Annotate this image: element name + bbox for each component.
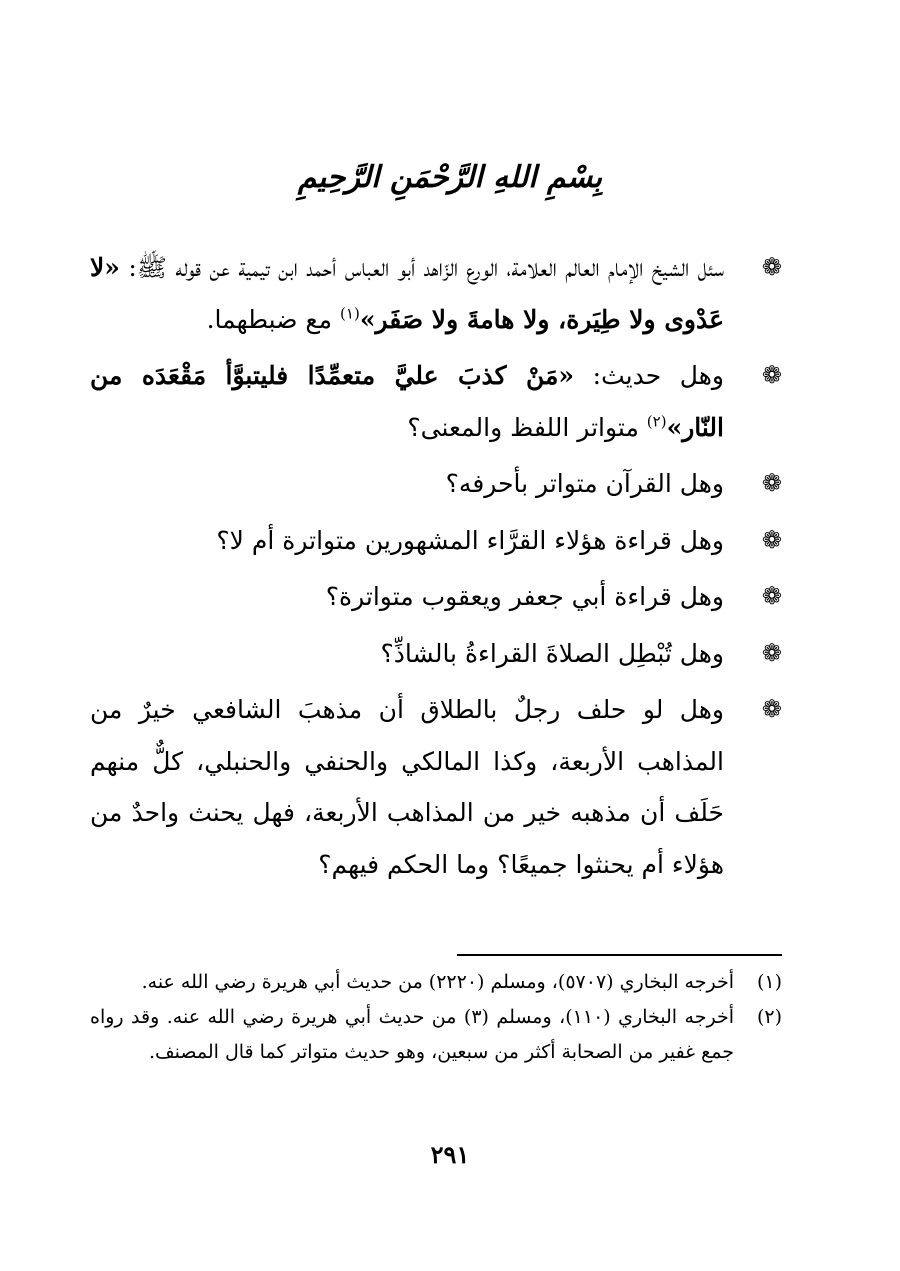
flower-bullet-icon: ❁ xyxy=(761,253,782,281)
question-text-end: متواتر اللفظ والمعنى؟ xyxy=(407,412,647,442)
question-text: وهل القرآن متواتر بأحرفه؟ xyxy=(445,469,724,498)
questions-list xyxy=(90,242,782,895)
question-text: وهل قراءة هؤلاء القرَّاء المشهورين متواترة أم لا؟ xyxy=(216,525,724,555)
footnote-ref[interactable]: (١) xyxy=(340,304,360,323)
question-text: وهل تُبْطِل الصلاةَ القراءةُ بالشاذِّ؟ xyxy=(380,638,724,668)
question-text: وهل لو حلف رجلٌ بالطلاق أن مذهبَ الشافعي خيرٌ من المذاهب الأربعة، وكذا المالكي والحنفي والحنبلي، كلٌّ منهم حَلَف أن مذهبه خير من المذاهب الأربعة، فهل يحنث واحدٌ من هؤلاء أم يحنثوا جميعًا؟ وما الحكم فيهم؟ xyxy=(90,695,724,879)
footnote-text: أخرجه البخاري (١١٠)، ومسلم (٣) من حديث أبي هريرة رضي الله عنه. وقد رواه جمع غفير من الصحابة أكثر من سبعين، وهو حديث متواتر كما قال المصنف. xyxy=(90,1006,734,1063)
footnote-item xyxy=(90,1000,782,1070)
question-item xyxy=(90,242,782,345)
flower-bullet-icon: ❁ xyxy=(761,525,782,554)
flower-bullet-icon: ❁ xyxy=(761,695,782,723)
hadith-quote: «مَنْ كذبَ عليَّ متعمِّدًا فليتبوَّأ مَقْعَدَه من النّار» xyxy=(90,361,724,442)
question-item xyxy=(90,571,782,623)
question-item xyxy=(90,684,782,890)
footnote-text: أخرجه البخاري (٥٧٠٧)، ومسلم (٢٢٢٠) من حديث أبي هريرة رضي الله عنه. xyxy=(141,971,734,993)
footnote-ref[interactable]: (٢) xyxy=(646,412,667,431)
question-text: وهل قراءة أبي جعفر ويعقوب متواترة؟ xyxy=(325,582,724,611)
page-number: ٢٩١ xyxy=(430,1140,470,1169)
basmala-heading: بِسْمِ اللهِ الرَّحْمَنِ الرَّحِيمِ xyxy=(297,160,603,195)
flower-bullet-icon: ❁ xyxy=(761,361,782,389)
question-item xyxy=(90,515,782,567)
footnote-divider xyxy=(457,954,782,956)
footnote-item xyxy=(90,965,782,1000)
question-item xyxy=(90,350,782,453)
question-text-end: مع ضبطهما. xyxy=(206,304,341,334)
question-item xyxy=(90,458,782,510)
flower-bullet-icon: ❁ xyxy=(761,638,782,667)
question-text: وهل حديث: xyxy=(574,361,724,390)
hadith-quote: «لا عَدْوى ولا طِيَرة، ولا هامةَ ولا صَفَر» xyxy=(90,253,724,334)
question-text: سئل الشيخ الإمام العالم العلامة، الورع الزّاهد أبو العباس أحمد ابن تيمية عن قوله ﷺ: xyxy=(119,253,724,282)
footnote-number: (١) xyxy=(756,971,782,993)
question-item xyxy=(90,628,782,680)
footnote-number: (٢) xyxy=(756,1006,782,1028)
flower-bullet-icon: ❁ xyxy=(761,469,782,497)
footnotes-list xyxy=(90,965,782,1070)
flower-bullet-icon: ❁ xyxy=(761,582,782,610)
